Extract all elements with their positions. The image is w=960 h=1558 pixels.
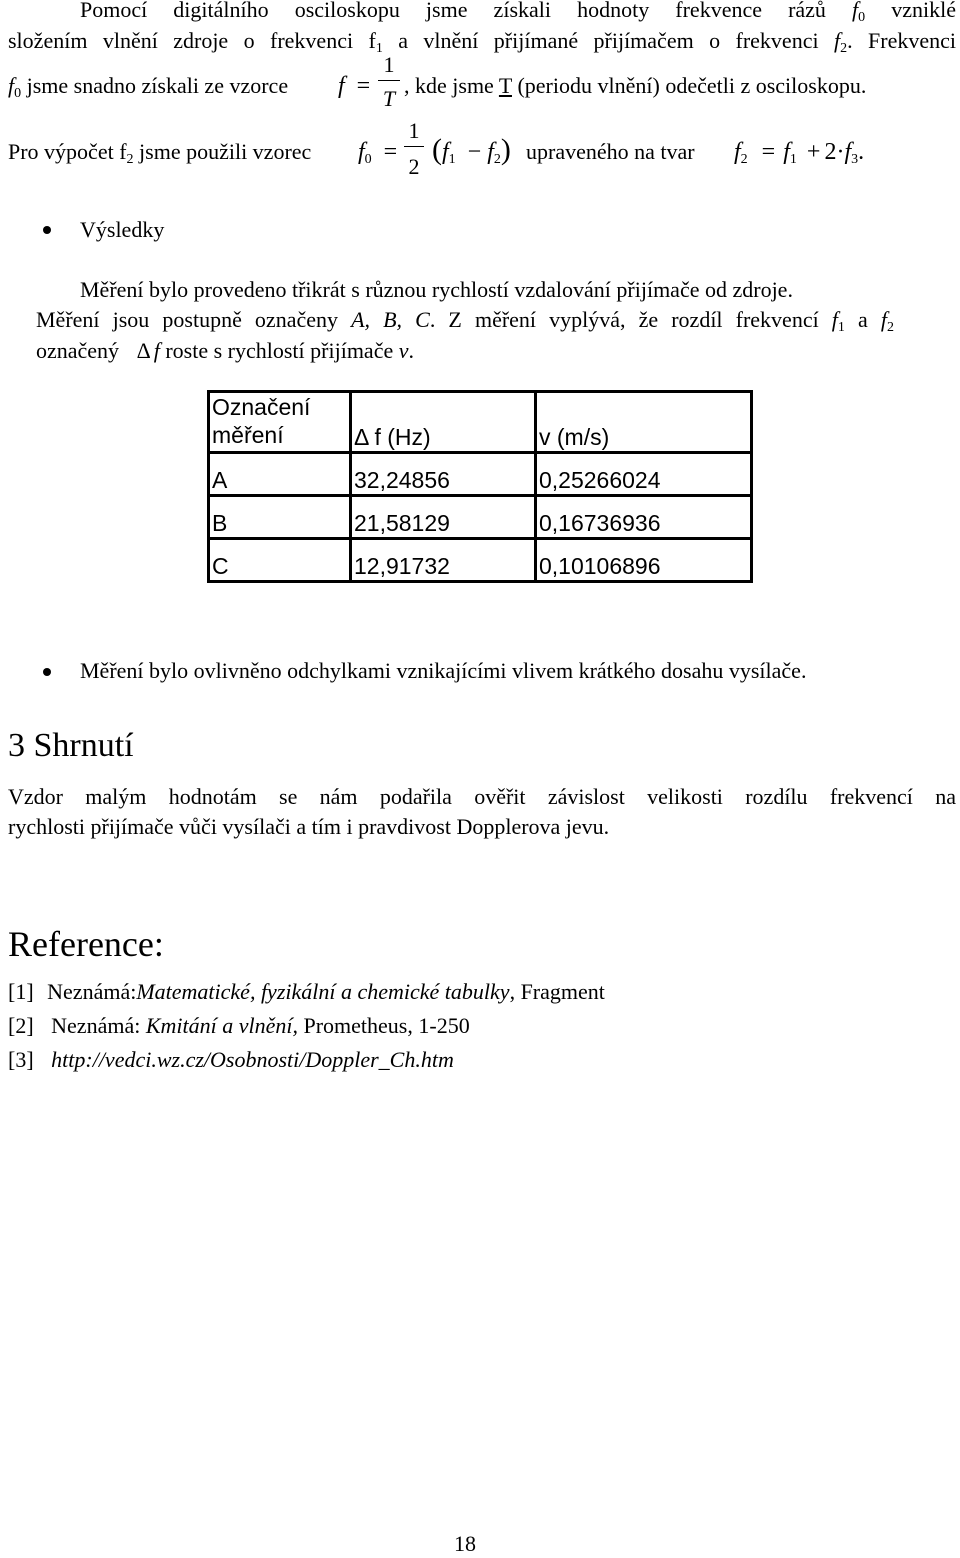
table-row bbox=[209, 496, 752, 539]
bullet-note bbox=[43, 668, 51, 676]
formula-half-bar bbox=[404, 146, 424, 147]
summary-line-2: rychlosti přijímače vůči vysílači a tím i pravdivost Dopplerova jevu. bbox=[8, 814, 610, 839]
formula-one-over-t-bar bbox=[378, 80, 400, 81]
table-row bbox=[209, 453, 752, 496]
table-row bbox=[209, 539, 752, 582]
formula-one-over-t-num: 1 bbox=[383, 52, 395, 77]
bullet-results bbox=[43, 226, 51, 234]
table-cell: A bbox=[209, 453, 351, 496]
reference-item-2: [2] Neznámá: Kmitání a vlnění, Prometheus, 1-250 bbox=[8, 1013, 470, 1038]
table-cell: B bbox=[209, 496, 351, 539]
formula-f2: $f_2 = f_1 + 2\cdot f_3$. bbox=[734, 139, 865, 167]
intro-line-4: Pro výpočet $f_2$ jsme použili vzorec bbox=[8, 139, 312, 167]
table-cell: 0,10106896 bbox=[536, 539, 752, 582]
table-cell: 12,91732 bbox=[351, 539, 536, 582]
references-heading: Reference: bbox=[8, 924, 164, 964]
reference-item-1: [1] Neznámá:Matematické, fyzikální a chemické tabulky, Fragment bbox=[8, 979, 605, 1004]
summary-heading: 3 Shrnutí bbox=[8, 727, 134, 764]
reference-link[interactable]: http://vedci.wz.cz/Osobnosti/Doppler_Ch.htm bbox=[51, 1047, 454, 1072]
table-header-cell: Δ f (Hz) bbox=[351, 392, 536, 453]
table-header-cell: Označení měření bbox=[209, 392, 351, 453]
table-cell: 32,24856 bbox=[351, 453, 536, 496]
intro-line-2: složením vlnění zdroje o frekvenci $f_1$ a vlnění přijímané přijímačem o frekvenci $f_2$. Frekvenci bbox=[8, 28, 957, 56]
results-para-line-3: označený Δ f roste s rychlostí přijímače v. bbox=[36, 338, 414, 363]
note-text: Měření bylo ovlivněno odchylkami vznikajícími vlivem krátkého dosahu vysílače. bbox=[80, 658, 807, 683]
intro-line-1: Pomocí digitálního osciloskopu jsme získali hodnoty frekvence rázů $f_0$ vzniklé bbox=[80, 0, 956, 25]
page-number: 18 bbox=[454, 1531, 476, 1556]
formula-half-num: 1 bbox=[408, 118, 420, 143]
formula-f0: $f_0$ = bbox=[358, 139, 398, 167]
results-para-line-2: Měření jsou postupně označeny A, B, C. Z měření vyplývá, že rozdíl frekvencí $f_1$ a $f_2$ bbox=[36, 307, 894, 335]
table-cell: 21,58129 bbox=[351, 496, 536, 539]
table-header-cell: v (m/s) bbox=[536, 392, 752, 453]
formula-one-over-t-den: T bbox=[382, 86, 396, 111]
intro-line-4-mid: upraveného na tvar bbox=[526, 139, 695, 164]
table-header-row bbox=[209, 392, 752, 453]
results-table bbox=[207, 390, 753, 583]
results-heading: Výsledky bbox=[80, 217, 165, 242]
reference-item-3: [3] http://vedci.wz.cz/Osobnosti/Doppler_Ch.htm bbox=[8, 1047, 454, 1072]
intro-line-3: $f_0$ jsme snadno získali ze vzorce bbox=[8, 73, 289, 101]
formula-half-den: 2 bbox=[408, 154, 420, 179]
table-cell: C bbox=[209, 539, 351, 582]
intro-line-3-rest: , kde jsme T (periodu vlnění) odečetli z osciloskopu. bbox=[404, 73, 867, 98]
table-cell: 0,25266024 bbox=[536, 453, 752, 496]
table-cell: 0,16736936 bbox=[536, 496, 752, 539]
formula-f-equals: f = bbox=[338, 73, 371, 99]
formula-f0-paren: $(f_1 - f_2)$ bbox=[432, 133, 511, 167]
results-para-line-1: Měření bylo provedeno třikrát s různou rychlostí vzdalování přijímače od zdroje. bbox=[80, 277, 793, 302]
summary-line-1: Vzdor malým hodnotám se nám podařila ověřit závislost velikosti rozdílu frekvencí na bbox=[8, 784, 956, 809]
